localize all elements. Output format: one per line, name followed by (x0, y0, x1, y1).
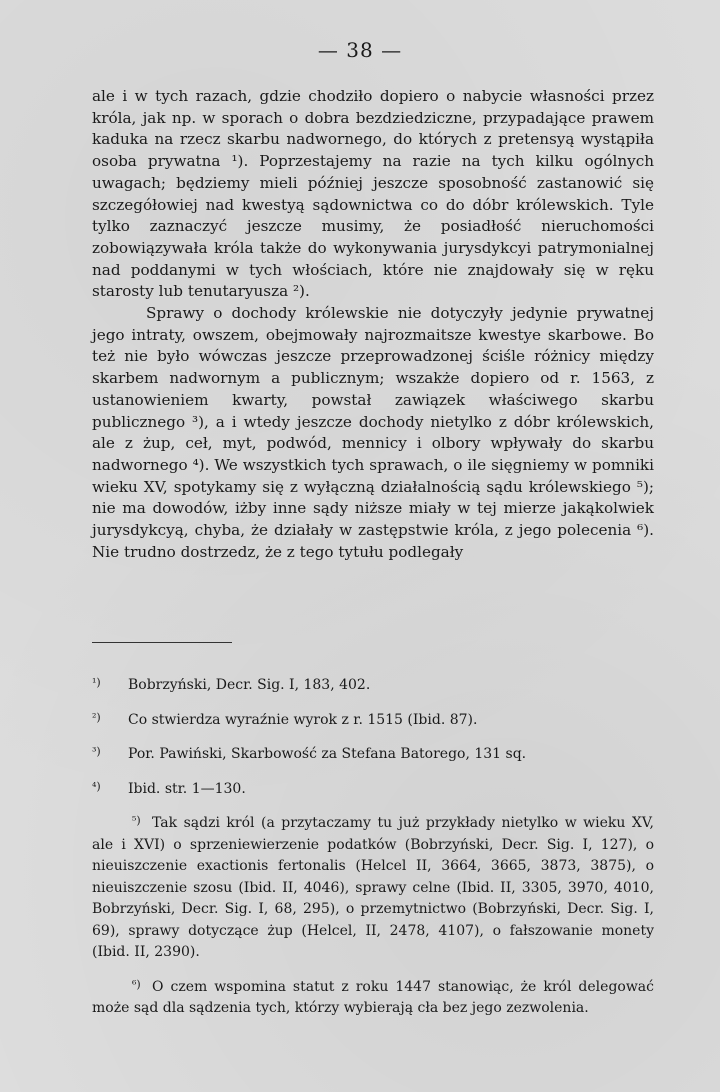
footnote-3 (92, 741, 654, 766)
footnote-6 (92, 974, 654, 1020)
footnote-5 (92, 810, 654, 964)
footnote-1 (92, 672, 654, 697)
footnote-text: Bobrzyński, Decr. Sig. I, 183, 402. (128, 677, 371, 693)
footnote-mark: ⁴) (92, 779, 101, 793)
footnote-text: Co stwierdza wyraźnie wyrok z r. 1515 (Ibid. 87). (128, 711, 478, 728)
footnote-mark: ²) (92, 710, 101, 724)
footnote-mark: ⁵) (132, 814, 141, 827)
footnote-4 (92, 776, 654, 801)
footnote-mark: ¹) (92, 676, 101, 689)
footnote-divider (92, 642, 232, 643)
page-number: — 38 — (317, 38, 403, 62)
footnote-text: Ibid. str. 1—130. (128, 780, 246, 797)
footnote-mark: ⁶) (132, 977, 141, 991)
footnote-2 (92, 707, 654, 732)
main-text (92, 86, 654, 563)
paragraph-2: Sprawy o dochody królewskie nie dotyczyły jedynie prywatnej jego intraty, owszem, obejmowały najrozmaitsze kwestye skarbowe. Bo też nie było wówczas jeszcze przeprowadzonej ściśle różnicy między skarbem nadwornym a publicznym; wszakże dopiero od r. 1563, z ustanowieniem kwarty, powstał zawiązek właściwego skarbu publicznego ³), a i wtedy jeszcze dochody nietylko z dóbr królewskich, ale z żup, ceł, myt, podwód, mennicy i olbory wpływały do skarbu nadwornego ⁴). We wszystkich tych sprawach, o ile sięgniemy w pomniki wieku XV, spotykamy się z wyłączną działalnością sądu królewskiego ⁵); nie ma dowodów, iżby inne sądy niższe miały w tej mierze jakąkolwiek jurysdykcyą, chyba, że działały w zastępstwie króla, z jego polecenia ⁶). Nie trudno dostrzedz, że z tego tytułu podlegały (92, 304, 654, 561)
footnote-text: Por. Pawiński, Skarbowość za Stefana Batorego, 131 sq. (128, 746, 527, 762)
footnote-text: Tak sądzi król (a przytaczamy tu już przykłady nietylko w wieku XV, ale i XVI) o sprzeniewierzenie podatków (Bobrzyński, Decr. Sig. I, 127), o nieuiszczenie exactionis fertonalis (Helcel II, 3664, 3665, 3873, 3875), o nieuiszczenie szosu (Ibid. II, 4046), sprawy celne (Ibid. II, 3305, 3970, 4010, Bobrzyński, Decr. Sig. I, 68, 295), o przemytnictwo (Bobrzyński, Decr. Sig. I, 69), sprawy dotyczące żup (Helcel, II, 2478, 4107), o fałszowanie monety (Ibid. II, 2390). (92, 815, 654, 960)
footnote-mark: ³) (92, 745, 101, 758)
footnotes (92, 672, 654, 1030)
paragraph-1: ale i w tych razach, gdzie chodziło dopiero o nabycie własności przez króla, jak np. w sporach o dobra bezdziedziczne, przypadające prawem kaduka na rzecz skarbu nadwornego, do których z pretensyą wystąpiła osoba prywatna ¹). Poprzestajemy na razie na tych kilku ogólnych uwagach; będziemy mieli później jeszcze sposobność zastanowić się szczegółowiej nad kwestyą sądownictwa co do dóbr królewskich. Tyle tylko zaznaczyć jeszcze musimy, że posiadłość nieruchomości zobowiązywała króla także do wykonywania jurysdykcyi patrymonialnej nad poddanymi w tych włościach, które nie znajdowały się w ręku starosty lub tenutaryusza ²). (92, 87, 654, 301)
footnote-text: O czem wspomina statut z roku 1447 stanowiąc, że król delegować może sąd dla sądzenia tych, którzy wybierają cła bez jego zezwolenia. (92, 978, 654, 1016)
